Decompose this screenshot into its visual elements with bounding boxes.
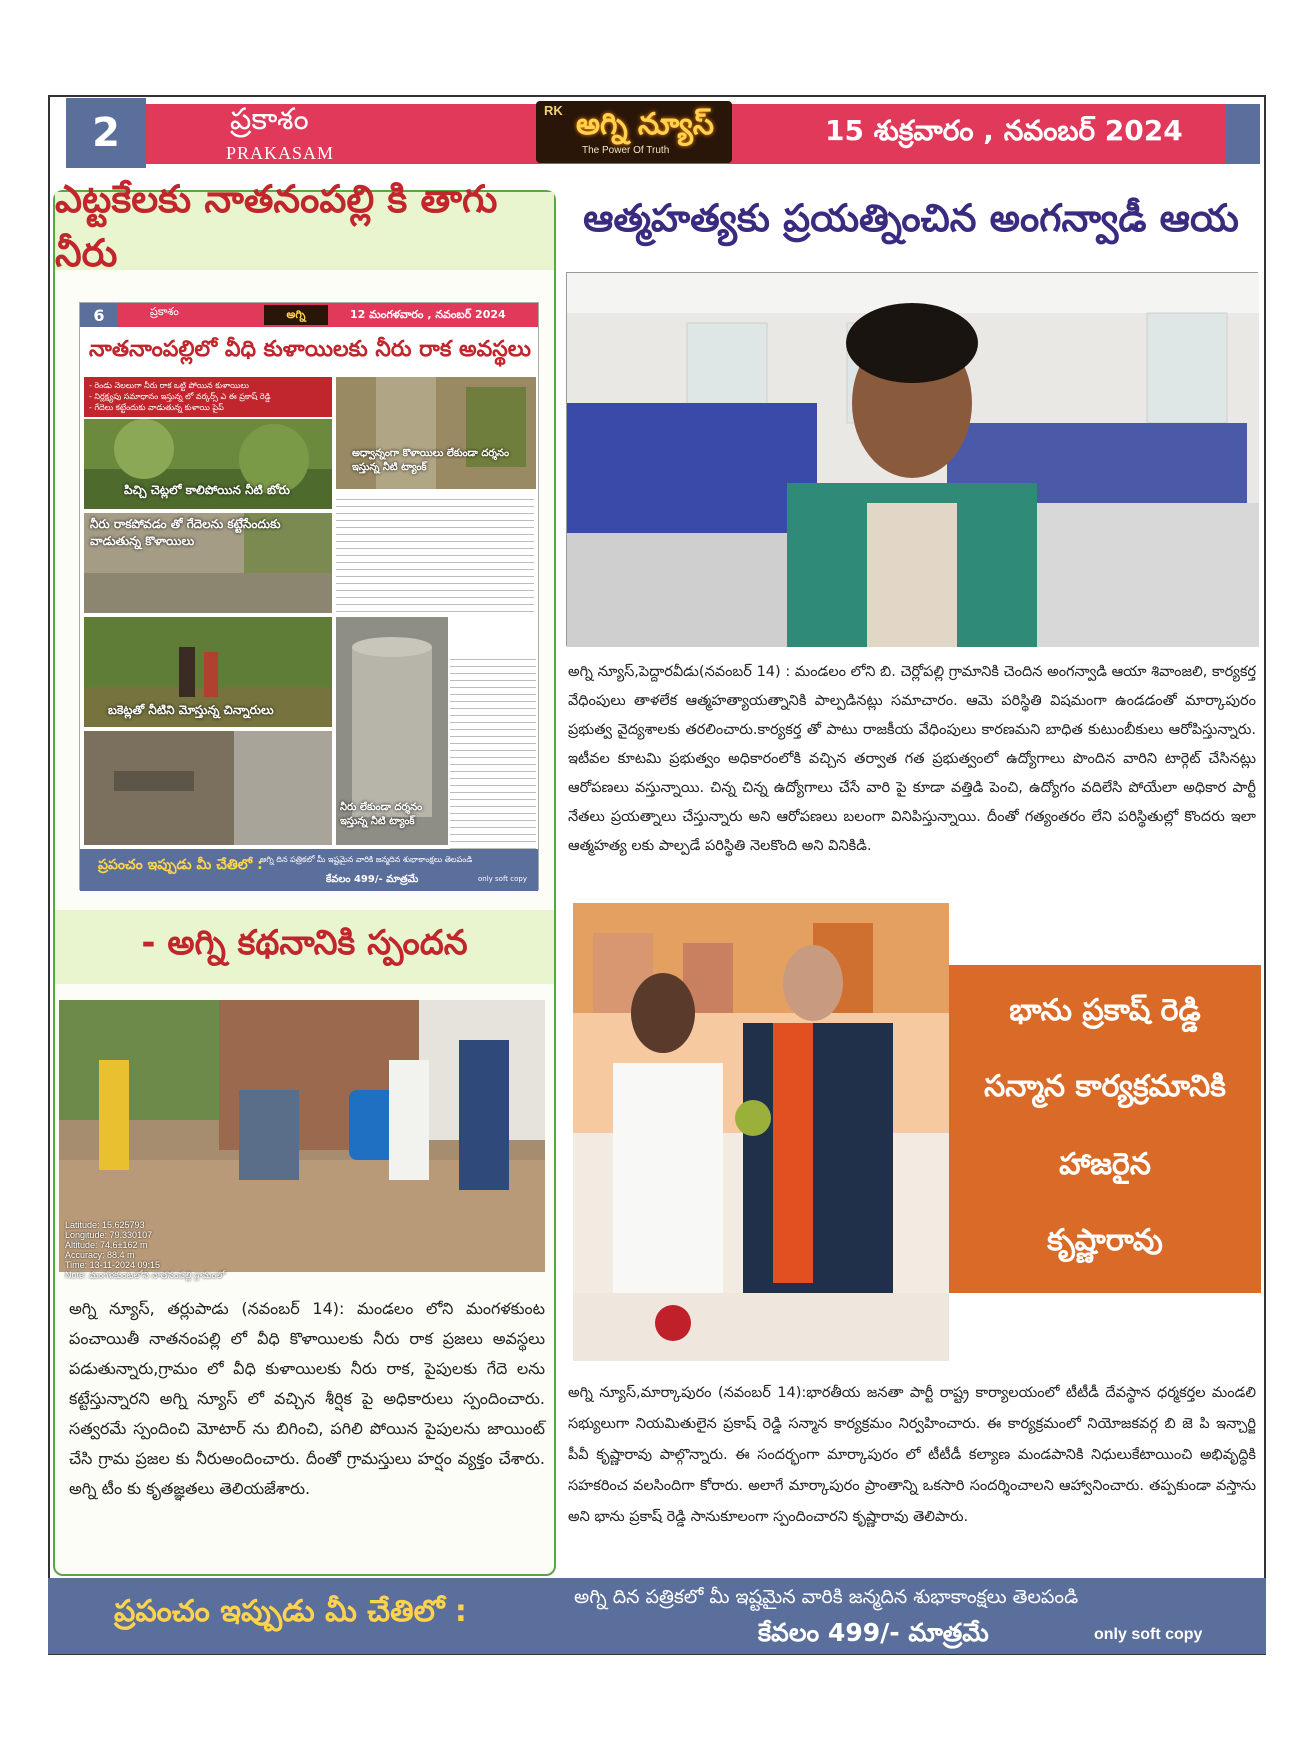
- footer-banner: [48, 1578, 1266, 1654]
- gps-line: Longitude: 79.330107: [65, 1230, 153, 1240]
- clipping-caption: నీరు లేకుండా దర్శనం ఇస్తున్న నీటి ట్యాంక్: [340, 802, 423, 827]
- logo-tagline: The Power Of Truth: [582, 145, 670, 156]
- right-headline-box: [566, 193, 1256, 253]
- clipping-footer-offer: అగ్ని దిన పత్రికలో మీ ఇష్టమైన వారికి జన్మదిన శుభాకాంక్షలు తెలపండి: [260, 855, 473, 864]
- left-headline-box: [55, 177, 554, 275]
- right-article-body: అగ్ని న్యూస్,పెద్దారవీడు(నవంబర్ 14) : మండలం లోని బి. చెర్లోపల్లి గ్రామానికి చెందిన అంగన్వాడి ఆయా శివాంజలి, కార్యకర్త వేధింపులు తాళలేక ఆత్మహత్యాయత్నానికి పాల్పడినట్లు సమాచారం. ఆమె పరిస్థితి విషమంగా ఉండడంతో మార్కాపురం ప్రభుత్వ వైద్యశాలకు తరలించారు.కార్యకర్త తో పాటు రాజకీయ వేధింపులు కారణమని బాధిత కుటుంబీకులు ఆరోపిస్తున్నారు. ఇటీవల కూటమి ప్రభుత్వం అధికారంలోకి వచ్చిన తర్వాత గత ప్రభుత్వంలో ఉద్యోగాలు పొందిన వారిని టార్గెట్ చేసినట్లు ఆరోపణలు వస్తున్నాయి. చిన్న చిన్న ఉద్యోగాలు చేసే వారి పై కూడా వత్తిడి పెంచి, ఉద్యోగం వదిలేసి పోయేలా అధికార పార్టీ నేతలు ప్రయత్నాలు చేస్తున్నారు అని ఆరోపణలు బలంగా వినిపిస్తున్నాయి. దీంతో గత్యంతరం లేని పరిస్థితుల్లో కొందరు ఇలా ఆత్మహత్య లకు పాల్పడే పరిస్థితి నెలకొంది అని వినికిడి.: [568, 664, 1256, 854]
- event-headline-box: [949, 965, 1261, 1293]
- clipping-footer-soft: only soft copy: [478, 875, 527, 883]
- clipping-headline-box: [84, 333, 536, 371]
- newspaper-clipping: [79, 302, 539, 890]
- clipping-logo: అగ్ని: [264, 305, 328, 325]
- paper-name: ప్రకాశం: [230, 102, 309, 137]
- clipping-page-number: 6: [80, 303, 118, 327]
- clipping-caption: పిచ్చి చెట్లలో కాలిపోయిన నీటి బోరు: [124, 483, 290, 497]
- clipping-caption: బకెట్లతో నీటిని మోస్తున్న చిన్నారులు: [108, 703, 274, 717]
- paper-name-english: PRAKASAM: [226, 143, 335, 163]
- gps-line: Time: 13-11-2024 09:15: [65, 1260, 161, 1270]
- clipping-bullet: - గేదెలు కట్టేందుకు వాడుతున్న కుళాయి పైప్: [89, 403, 224, 412]
- clipping-caption: అధ్వాన్నంగా కొళాయిలు లేకుండా దర్శనం ఇస్తున్న నీటి ట్యాంక్: [352, 448, 510, 473]
- clipping-photo-dry-tank: [336, 617, 448, 845]
- clipping-bullets: [84, 377, 332, 417]
- tap-repair-photo: [59, 1000, 545, 1280]
- clipping-caption: నీరు రాకపోవడం తో గేదెలను కట్టేసేందుకు వాడుతున్న కొళాయిలు: [90, 517, 281, 548]
- left-subheadline: - అగ్ని కథనానికి స్పందన: [141, 923, 468, 963]
- right-article-body-2: అగ్ని న్యూస్,మార్కాపురం (నవంబర్ 14):భారతీయ జనతా పార్టీ రాష్ట్ర కార్యాలయంలో టీటీడీ దేవస్థాన ధర్మకర్తల మండలి సభ్యులుగా నియమితులైన ప్రకాష్ రెడ్డి సన్మాన కార్యక్రమం నిర్వహించారు. ఈ కార్యక్రమంలో నియోజకవర్గ బి జె పి ఇన్చార్జి పీవీ కృష్ణారావు పాల్గొన్నారు. ఈ సందర్భంగా మార్కాపురం లో టీటీడీ కల్యాణ మండపానికి నిధులుకేటాయించి అభివృద్ధికి సహకరించ వలసిందిగా కోరారు. అలాగే మార్కాపురం ప్రాంతాన్ని ఒకసారి సందర్శించాలని ఆహ్వానించారు. తప్పకుండా వస్తాను అని భాను ప్రకాష్ రెడ్డి సానుకూలంగా స్పందించారని కృష్ణారావు తెలిపారు.: [568, 1385, 1256, 1525]
- footer-price: కేవలం 499/- మాత్రమే: [758, 1618, 989, 1647]
- clipping-bullet: - రెండు నెలలుగా నీరు రాక ఒట్టి పోయిన కుళాయిలు: [89, 381, 249, 390]
- clipping-footer: [80, 849, 538, 891]
- gps-line: Latitude: 15.625793: [65, 1220, 145, 1230]
- logo-rk: RK: [544, 103, 563, 118]
- hospital-ward-photo: [566, 272, 1258, 646]
- masthead-logo: [536, 101, 732, 163]
- clipping-paper-name: ప్రకాశం: [150, 305, 179, 318]
- header-accent: [1226, 104, 1260, 164]
- issue-date: 15 శుక్రవారం , నవంబర్ 2024: [825, 114, 1183, 147]
- clipping-bullet: - నిర్లక్ష్యపు సమాధానం ఇస్తున్న లో వర్కర్స్ ఎ ఈ ప్రకాష్ రెడ్డి: [89, 392, 271, 401]
- clipping-photo-children: [84, 617, 332, 727]
- right-headline: ఆత్మహత్యకు ప్రయత్నించిన అంగన్వాడీ ఆయ: [583, 196, 1239, 240]
- left-column: [53, 177, 556, 1576]
- clipping-photo-taps: [84, 513, 332, 613]
- left-headline: ఎట్టకేలకు నాతనంపల్లి కి తాగు నీరు: [55, 177, 498, 275]
- event-headline-line: సన్మాన కార్యక్రమానికి: [984, 1069, 1226, 1104]
- gps-line: Note: మంగళకుంటలోని నాతనంపల్లి గ్రామంలో: [65, 1270, 226, 1280]
- clipping-footer-slogan: ప్రపంచం ఇప్పుడు మీ చేతిలో :: [98, 857, 263, 873]
- gps-line: Altitude: 74.6±162 m: [65, 1240, 148, 1250]
- gps-stamp: [65, 1220, 225, 1280]
- event-headline-line: హాజరైన: [1059, 1147, 1151, 1182]
- clipping-photo-borewell: [84, 419, 332, 509]
- clipping-photo-tank: [336, 377, 536, 489]
- clipping-photo-pipes: [84, 731, 332, 845]
- footer-slogan: ప్రపంచం ఇప్పుడు మీ చేతిలో :: [114, 1594, 467, 1629]
- clipping-headline: నాతనాంపల్లిలో వీధి కుళాయిలకు నీరు రాక అవస్థలు: [89, 337, 531, 362]
- left-article-body: అగ్ని న్యూస్, తర్లుపాడు (నవంబర్ 14): మండలం లోని మంగళకుంట పంచాయితీ నాతనంపల్లి లో వీధి కొళాయిలకు నీరు రాక ప్రజలు అవస్థలు పడుతున్నారు,గ్రామం లో వీధి కుళాయిలకు నీరు రాక, పైపులకు గేదె లను కట్టేస్తున్నారని అగ్ని న్యూస్ లో వచ్చిన శీర్షిక పై అధికారులు స్పందించారు. సత్వరమే స్పందించి మోటార్ ను బిగించి, పగిలి పోయిన పైపులను జాయింట్ చేసి గ్రామ ప్రజల కు నీరుఅందించారు. దీంతో గ్రామస్తులు హర్షం వ్యక్తం చేశారు. అగ్ని టీం కు కృతజ్ఞతలు తెలియజేశారు.: [69, 1299, 545, 1498]
- clipping-article-text: [336, 493, 534, 613]
- logo-wordmark: అగ్ని న్యూస్: [576, 107, 714, 142]
- footer-soft-copy: only soft copy: [1094, 1626, 1203, 1643]
- left-subheadline-box: [55, 910, 554, 984]
- footer-offer: అగ్ని దిన పత్రికలో మీ ఇష్టమైన వారికి జన్మదిన శుభాకాంక్షలు తెలపండి: [574, 1586, 1079, 1608]
- page-number: 2: [66, 98, 146, 168]
- felicitation-photo: [573, 903, 949, 1361]
- event-headline-line: కృష్ణారావు: [1047, 1223, 1163, 1258]
- gps-line: Accuracy: 88.4 m: [65, 1250, 135, 1260]
- clipping-footer-price: కేవలం 499/- మాత్రమే: [326, 874, 419, 885]
- event-headline-line: భాను ప్రకాష్ రెడ్డి: [1009, 993, 1201, 1028]
- clipping-date: 12 మంగళవారం , నవంబర్ 2024: [350, 308, 506, 321]
